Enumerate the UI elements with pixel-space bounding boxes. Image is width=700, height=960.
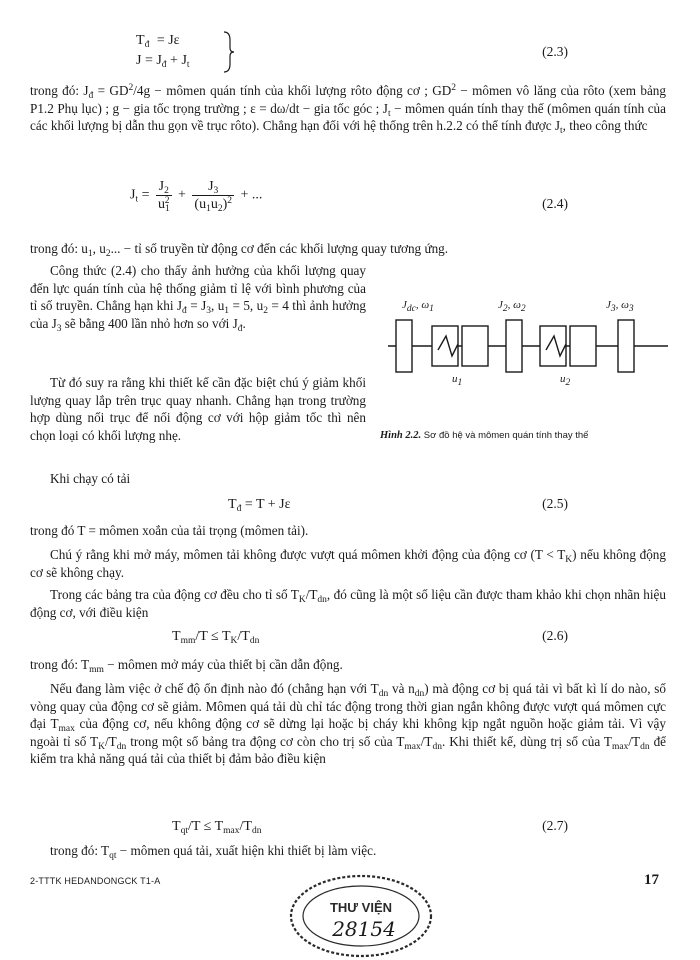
paragraph-motor-tables: Trong các bảng tra của động cơ đều cho tỉ số $T_K/T_{dn}$, đó cũng là một số liệu cần được tham khảo khi chọn nhãn hiệu động cơ, với điều kiện xyxy=(30,587,666,620)
equation-2-5: $T_đ = T + J\varepsilon$ xyxy=(228,497,291,514)
equation-number-2-4: (2.4) xyxy=(542,196,568,211)
fraction-j2-u1: $\frac{J_2}{u_1^2}$ xyxy=(158,179,170,214)
figure-label-j2: $J_2$, $\omega_2$ xyxy=(498,299,526,314)
equation-number-2-6: (2.6) xyxy=(542,628,568,643)
library-stamp-icon xyxy=(286,866,436,960)
stamp-number: 28154 xyxy=(332,917,396,941)
paragraph-loaded-run: Khi chạy có tải xyxy=(50,471,131,486)
equation-2-3-line2: $J = J_đ + J_t$ xyxy=(136,53,190,70)
figure-label-j3: $J_3$, $\omega_3$ xyxy=(606,299,634,314)
figure-label-u2: $u_2$ xyxy=(560,373,571,388)
paragraph-overload: Nếu đang làm việc ở chế độ ổn định nào đó (chẳng hạn với $T_{dn}$ và $n_{dn}$) mà động cơ bị quá tải vì bất kì lí do nào, số vòng quay của động cơ sẽ giảm. Mômen quá tải dù chỉ tác động trong thời gian ngắn không được vượt quá mômen cực đại $T_{max}$ của động cơ, nếu không động cơ sẽ dừng lại hoặc bị cháy khi không kịp ngắt nguồn hoặc giảm tải. Vì vậy ngoài tỉ số $T_K/T_{dn}$ trong một số bảng tra động cơ còn cho trị số của $T_{max}/T_{dn}$. Khi thiết kế, dùng trị số của $T_{max}/T_{dn}$ để kiểm tra khả năng quá tải của thiết bị đảm bảo điều kiện xyxy=(30,681,667,767)
equation-number-2-7: (2.7) xyxy=(542,818,568,833)
equation-number-2-5: (2.5) xyxy=(542,496,568,511)
equation-2-6: $T_{mm}/T \le T_K/T_{dn}$ xyxy=(172,629,260,646)
stamp-title: THƯ VIỆN xyxy=(329,900,393,915)
page-number: 17 xyxy=(644,872,659,888)
equation-2-4: $J_t$ = $\frac{J_2}{u_1^2}$ + $\frac{J_3}{(u_1u_2)^2}$ + ... xyxy=(130,179,263,214)
equation-number-2-3: (2.3) xyxy=(542,44,568,59)
paragraph-definition-2-6: trong đó: $T_{mm}$ − mômen mở máy của thiết bị cần dẫn động. xyxy=(30,657,343,675)
paragraph-formula-effect: Công thức (2.4) cho thấy ảnh hưởng của khối lượng quay đến lực quán tính của hệ thống giảm tỉ lệ với bình phương của tỉ số truyền. Chẳng hạn khi $J_đ = J_3$, $u_1 = 5$, $u_2 = 4$ thì ảnh hưởng của $J_3$ sẽ bằng 400 lần nhỏ hơn so với $J_đ$. xyxy=(30,263,367,334)
paragraph-definition-2-7: trong đó: $T_{qt}$ − mômen quá tải, xuất hiện khi thiết bị làm việc. xyxy=(50,843,377,861)
figure-label-jdc: $J_{dc}$, $\omega_1$ xyxy=(402,299,434,314)
equation-2-7: $T_{qt}/T \le T_{max}/T_{dn}$ xyxy=(172,819,262,836)
paragraph-definitions-2-4: trong đó: $u_1$, $u_2$... − tỉ số truyền từ động cơ đến các khối lượng quay tương ứng. xyxy=(30,241,449,259)
paragraph-design-note: Từ đó suy ra rằng khi thiết kế cần đặc biệt chú ý giảm khối lượng quay lắp trên trục quay nhanh. Chẳng hạn trong trường hợp dùng nối trục để nối động cơ với hộp giảm tốc thì nên chọn loại có khối lượng nhẹ. xyxy=(30,375,366,443)
paragraph-definition-2-5: trong đó T = mômen xoắn của tải trọng (mômen tải). xyxy=(30,523,309,538)
paragraph-definitions-2-3: trong đó: $J_đ = GD^2/4g$ − mômen quán tính của khối lượng rôto động cơ ; $GD^2$ − mômen vô lăng của rôto (xem bảng P1.2 Phụ lục) ; g − gia tốc trọng trường ; ε = dω/dt − gia tốc góc ; $J_t$ − mômen quán tính thay thế (mômen quán tính của các khối lượng bị dẫn thu gọn về trục rôto). Chẳng hạn đối với hệ thống trên h.2.2 có thể tính được $J_t$, theo công thức xyxy=(30,83,667,137)
footer-code: 2-TTTK HEDANDONGCK T1-A xyxy=(30,876,161,886)
equation-2-3-line1: $T_đ = J\varepsilon$ xyxy=(136,33,180,50)
paragraph-startup-note: Chú ý rằng khi mở máy, mômen tải không được vượt quá mômen khởi động của động cơ $(T < T_K)$ nếu không động cơ sẽ không chạy. xyxy=(30,547,666,580)
fraction-j3-u1u2: $\frac{J_3}{(u_1u_2)^2}$ xyxy=(194,179,232,214)
equation-brace-icon xyxy=(222,30,236,74)
figure-caption: Hình 2.2. Sơ đồ hệ và mômen quán tính thay thế xyxy=(380,430,589,441)
figure-label-u1: $u_1$ xyxy=(452,373,463,388)
